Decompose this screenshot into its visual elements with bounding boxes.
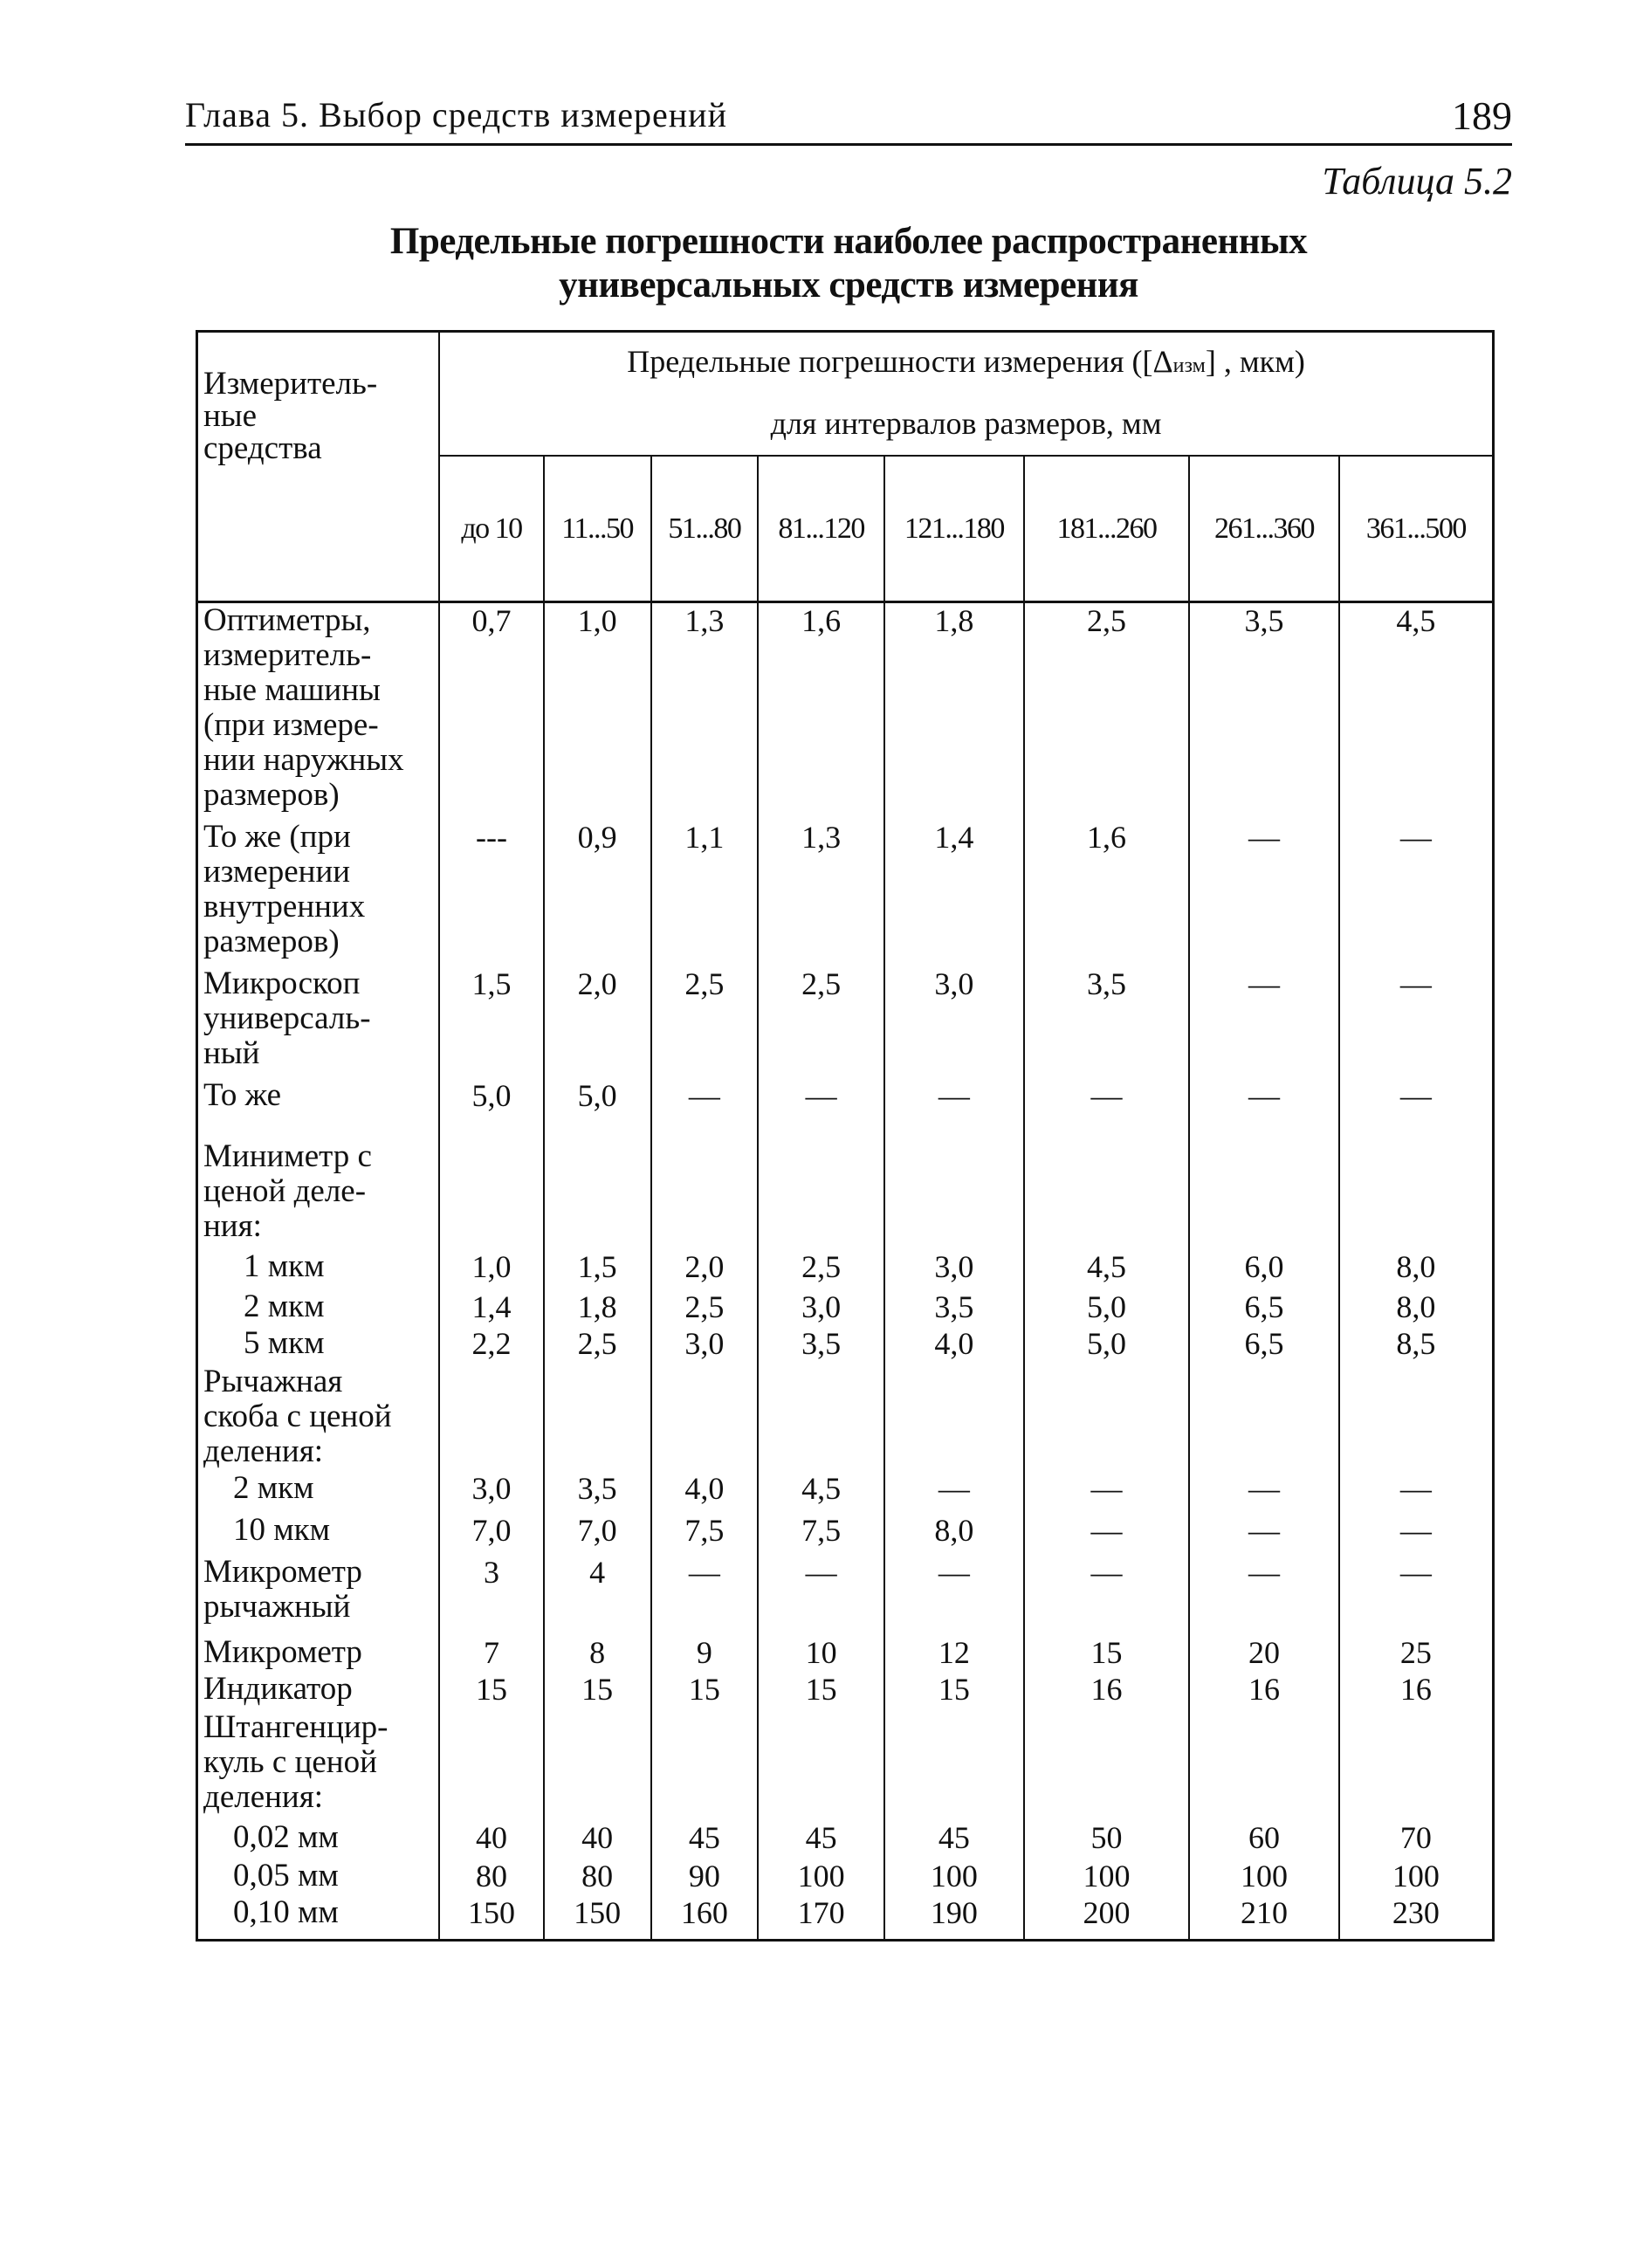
table-row	[197, 1364, 1494, 1471]
error-value: 1,5	[439, 966, 544, 1078]
instrument-name-line: То же	[203, 1077, 282, 1113]
corner-header-line: Измеритель-	[203, 366, 378, 402]
error-value: 80	[439, 1859, 544, 1895]
range-header: 361...500	[1339, 456, 1494, 602]
instrument-name	[197, 1513, 440, 1555]
error-value: 100	[1339, 1859, 1494, 1895]
error-value: 230	[1339, 1895, 1494, 1941]
error-value: 210	[1189, 1895, 1339, 1941]
error-value: —	[1024, 1555, 1190, 1635]
instrument-name-line: Индикатор	[203, 1671, 353, 1707]
instrument-name	[197, 820, 440, 966]
instrument-name-line: Штангенцир-	[203, 1709, 388, 1745]
error-value: 2,5	[544, 1326, 651, 1364]
error-value	[651, 1139, 759, 1249]
error-value: 15	[544, 1672, 651, 1710]
instrument-name-line: размеров)	[203, 924, 340, 959]
instrument-name-line: Микрометр	[203, 1554, 362, 1590]
instrument-name	[197, 1471, 440, 1513]
error-value	[439, 1710, 544, 1820]
error-value	[651, 1364, 759, 1471]
error-value: 12	[884, 1635, 1024, 1672]
error-value: 80	[544, 1859, 651, 1895]
error-value: —	[884, 1078, 1024, 1139]
error-value: 4,5	[758, 1471, 884, 1513]
error-value: 2,5	[651, 1289, 759, 1326]
group-header-subscript: изм	[1172, 354, 1206, 377]
table-row	[197, 1820, 1494, 1859]
error-value: 5,0	[439, 1078, 544, 1139]
table-row	[197, 602, 1494, 821]
error-value	[884, 1710, 1024, 1820]
error-value: —	[651, 1078, 759, 1139]
error-value: 6,5	[1189, 1289, 1339, 1326]
error-value: 2,5	[758, 966, 884, 1078]
error-value: 5,0	[544, 1078, 651, 1139]
error-value: 8,5	[1339, 1326, 1494, 1364]
error-value	[1024, 1364, 1190, 1471]
error-value: 1,0	[544, 602, 651, 821]
instrument-name	[197, 1364, 440, 1471]
error-value: 3,5	[544, 1471, 651, 1513]
error-value: ---	[439, 820, 544, 966]
table-title	[185, 220, 1512, 307]
error-value: 1,1	[651, 820, 759, 966]
error-value: 90	[651, 1859, 759, 1895]
page-number: 189	[1452, 93, 1512, 138]
error-value: 7,0	[439, 1513, 544, 1555]
table-row	[197, 1139, 1494, 1249]
instrument-name-line: ния:	[203, 1208, 262, 1244]
instrument-name	[197, 1710, 440, 1820]
error-value: 7,0	[544, 1513, 651, 1555]
error-value	[884, 1364, 1024, 1471]
error-value: —	[1189, 1078, 1339, 1139]
corner-header-line: средства	[203, 430, 322, 466]
instrument-name-line: деления:	[203, 1779, 324, 1815]
error-value: 2,0	[651, 1249, 759, 1289]
error-value: 6,0	[1189, 1249, 1339, 1289]
error-value: 3,0	[884, 966, 1024, 1078]
error-value: 3,0	[758, 1289, 884, 1326]
error-value: 2,5	[1024, 602, 1190, 821]
error-value	[1339, 1710, 1494, 1820]
error-value: 1,3	[758, 820, 884, 966]
error-value: 150	[439, 1895, 544, 1941]
error-value: —	[1339, 1513, 1494, 1555]
table-label: Таблица 5.2	[1322, 160, 1512, 203]
error-value: —	[884, 1555, 1024, 1635]
error-value	[1024, 1710, 1190, 1820]
instrument-name	[197, 602, 440, 821]
instrument-name-line: 0,05 мм	[233, 1858, 339, 1893]
error-value: —	[1339, 1555, 1494, 1635]
error-value: —	[1189, 1555, 1339, 1635]
instrument-name-line: ные машины	[203, 672, 381, 708]
error-value: 20	[1189, 1635, 1339, 1672]
error-value: 2,0	[544, 966, 651, 1078]
instrument-name-line: измеритель-	[203, 637, 372, 673]
table-title-line-2: универсальных средств измерения	[559, 265, 1138, 306]
error-value	[758, 1364, 884, 1471]
error-value: 1,8	[884, 602, 1024, 821]
error-value: 1,4	[884, 820, 1024, 966]
error-value: —	[884, 1471, 1024, 1513]
range-header: 121...180	[884, 456, 1024, 602]
error-value: 9	[651, 1635, 759, 1672]
error-value: 15	[439, 1672, 544, 1710]
error-value: 3,5	[884, 1289, 1024, 1326]
error-value: 100	[758, 1859, 884, 1895]
instrument-name-line: 5 мкм	[244, 1325, 325, 1361]
error-value	[884, 1139, 1024, 1249]
error-value: —	[1024, 1513, 1190, 1555]
error-limits-table	[196, 330, 1495, 1942]
error-value	[544, 1364, 651, 1471]
table-row	[197, 1710, 1494, 1820]
instrument-name-line: универсаль-	[203, 1000, 371, 1036]
error-value: 8,0	[1339, 1249, 1494, 1289]
error-value: 7,5	[651, 1513, 759, 1555]
error-value	[544, 1139, 651, 1249]
error-value: 15	[884, 1672, 1024, 1710]
instrument-name-line: куль с ценой	[203, 1744, 377, 1780]
error-value: 4,0	[651, 1471, 759, 1513]
error-value: 1,8	[544, 1289, 651, 1326]
instrument-name-line: измерении	[203, 854, 351, 890]
error-value: —	[1339, 1078, 1494, 1139]
error-value: 150	[544, 1895, 651, 1941]
error-value	[758, 1710, 884, 1820]
instrument-name-line: ценой деле-	[203, 1173, 367, 1209]
instrument-name-line: То же (при	[203, 819, 351, 855]
error-value: 3,0	[884, 1249, 1024, 1289]
table-row	[197, 1471, 1494, 1513]
error-value: 15	[1024, 1635, 1190, 1672]
range-header: 181...260	[1024, 456, 1190, 602]
error-value: 100	[884, 1859, 1024, 1895]
table-row	[197, 1859, 1494, 1895]
error-value	[1189, 1710, 1339, 1820]
instrument-name	[197, 1895, 440, 1941]
table-row	[197, 1672, 1494, 1710]
error-value: 0,7	[439, 602, 544, 821]
instrument-name-line: Микроскоп	[203, 966, 361, 1001]
error-value: 40	[439, 1820, 544, 1859]
error-value: 6,5	[1189, 1326, 1339, 1364]
error-value: 8,0	[1339, 1289, 1494, 1326]
instrument-name-line: внутренних	[203, 889, 366, 924]
table-row	[197, 1895, 1494, 1941]
corner-header-line: ные	[203, 398, 258, 434]
error-value	[439, 1364, 544, 1471]
error-value: 4,5	[1339, 602, 1494, 821]
error-value: 100	[1024, 1859, 1190, 1895]
running-head	[185, 91, 1512, 146]
error-value: 1,4	[439, 1289, 544, 1326]
error-value: 2,2	[439, 1326, 544, 1364]
error-value	[651, 1710, 759, 1820]
error-value: 100	[1189, 1859, 1339, 1895]
error-value: —	[651, 1555, 759, 1635]
instrument-name-line: 2 мкм	[233, 1470, 314, 1506]
instrument-name	[197, 1289, 440, 1326]
error-value	[1339, 1364, 1494, 1471]
table-row	[197, 1513, 1494, 1555]
instrument-name-line: деления:	[203, 1433, 324, 1469]
error-value: 4	[544, 1555, 651, 1635]
error-value	[758, 1139, 884, 1249]
range-header: 261...360	[1189, 456, 1339, 602]
error-value: —	[1189, 1471, 1339, 1513]
table-row	[197, 820, 1494, 966]
error-value: 50	[1024, 1820, 1190, 1859]
error-value: 2,5	[651, 966, 759, 1078]
instrument-name-line: Рычажная	[203, 1364, 343, 1399]
instrument-name	[197, 1139, 440, 1249]
error-value: 1,5	[544, 1249, 651, 1289]
error-value: 70	[1339, 1820, 1494, 1859]
error-value: 15	[651, 1672, 759, 1710]
error-value: 3,5	[1024, 966, 1190, 1078]
error-value: 4,0	[884, 1326, 1024, 1364]
instrument-name-line: 2 мкм	[244, 1289, 325, 1324]
group-header	[439, 332, 1493, 457]
group-header-line-2: для интервалов размеров, мм	[770, 406, 1162, 441]
instrument-name-line: рычажный	[203, 1589, 351, 1625]
instrument-name	[197, 1555, 440, 1635]
error-value: 5,0	[1024, 1326, 1190, 1364]
range-header: 81...120	[758, 456, 884, 602]
error-value: —	[1339, 1471, 1494, 1513]
range-header: до 10	[439, 456, 544, 602]
instrument-name-line: размеров)	[203, 777, 340, 813]
error-value: 10	[758, 1635, 884, 1672]
error-value	[439, 1139, 544, 1249]
error-value: 16	[1339, 1672, 1494, 1710]
error-value: 1,0	[439, 1249, 544, 1289]
error-value: 15	[758, 1672, 884, 1710]
error-value: 190	[884, 1895, 1024, 1941]
error-value: —	[1024, 1471, 1190, 1513]
instrument-name	[197, 1078, 440, 1139]
error-value	[544, 1710, 651, 1820]
error-value: 60	[1189, 1820, 1339, 1859]
error-value: 1,3	[651, 602, 759, 821]
instrument-name-line: Миниметр с	[203, 1138, 372, 1174]
instrument-name	[197, 1820, 440, 1859]
error-value: 3,0	[651, 1326, 759, 1364]
range-header: 11...50	[544, 456, 651, 602]
error-value: 2,5	[758, 1249, 884, 1289]
error-value	[1189, 1139, 1339, 1249]
instrument-name	[197, 966, 440, 1078]
error-value: 0,9	[544, 820, 651, 966]
table-title-line-1: Предельные погрешности наиболее распространенных	[389, 221, 1308, 262]
error-value	[1189, 1364, 1339, 1471]
range-header: 51...80	[651, 456, 759, 602]
error-value: 160	[651, 1895, 759, 1941]
error-value: 16	[1189, 1672, 1339, 1710]
error-value: 16	[1024, 1672, 1190, 1710]
instrument-name-line: 0,02 мм	[233, 1819, 339, 1855]
error-value: 170	[758, 1895, 884, 1941]
error-value: 200	[1024, 1895, 1190, 1941]
error-value: —	[758, 1078, 884, 1139]
group-header-post: ] , мкм)	[1205, 344, 1305, 379]
instrument-name-line: нии наружных	[203, 742, 404, 778]
instrument-name-line: скоба с ценой	[203, 1399, 392, 1434]
instrument-name-line: Оптиметры,	[203, 602, 371, 638]
error-value: 3,5	[758, 1326, 884, 1364]
error-value: —	[758, 1555, 884, 1635]
error-value: 3,5	[1189, 602, 1339, 821]
instrument-name-line: 1 мкм	[244, 1248, 325, 1284]
error-value: 8,0	[884, 1513, 1024, 1555]
table-row	[197, 1249, 1494, 1289]
error-value: 1,6	[758, 602, 884, 821]
table-row	[197, 1635, 1494, 1672]
error-value: 7,5	[758, 1513, 884, 1555]
error-value: —	[1189, 1513, 1339, 1555]
instrument-name-line: Микрометр	[203, 1634, 362, 1670]
error-value: 5,0	[1024, 1289, 1190, 1326]
instrument-name-line: 0,10 мм	[233, 1894, 339, 1930]
error-value	[1024, 1139, 1190, 1249]
error-value: —	[1024, 1078, 1190, 1139]
error-value: —	[1189, 966, 1339, 1078]
table-row	[197, 966, 1494, 1078]
error-value: 25	[1339, 1635, 1494, 1672]
error-value: 45	[651, 1820, 759, 1859]
table-row	[197, 1078, 1494, 1139]
error-value: 8	[544, 1635, 651, 1672]
instrument-name	[197, 1859, 440, 1895]
error-value: —	[1339, 966, 1494, 1078]
instrument-name-line: ный	[203, 1035, 260, 1071]
column-header-instruments	[197, 332, 440, 602]
table-row	[197, 1555, 1494, 1635]
error-value: 3,0	[439, 1471, 544, 1513]
table-row	[197, 1326, 1494, 1364]
instrument-name	[197, 1672, 440, 1710]
instrument-name-line: (при измере-	[203, 707, 379, 743]
instrument-name	[197, 1326, 440, 1364]
error-value: 3	[439, 1555, 544, 1635]
error-value: 1,6	[1024, 820, 1190, 966]
instrument-name-line: 10 мкм	[233, 1512, 331, 1548]
group-header-line-1	[440, 333, 1492, 395]
table-body	[197, 602, 1494, 1941]
error-value	[1339, 1139, 1494, 1249]
instrument-name	[197, 1249, 440, 1289]
error-value: 4,5	[1024, 1249, 1190, 1289]
chapter-title: Глава 5. Выбор средств измерений	[185, 95, 727, 134]
error-value: 7	[439, 1635, 544, 1672]
error-value: —	[1189, 820, 1339, 966]
error-value: 45	[884, 1820, 1024, 1859]
table-row	[197, 1289, 1494, 1326]
error-value: 40	[544, 1820, 651, 1859]
error-value: 45	[758, 1820, 884, 1859]
instrument-name	[197, 1635, 440, 1672]
group-header-pre: Предельные погрешности измерения ([Δ	[627, 344, 1173, 379]
error-value: —	[1339, 820, 1494, 966]
